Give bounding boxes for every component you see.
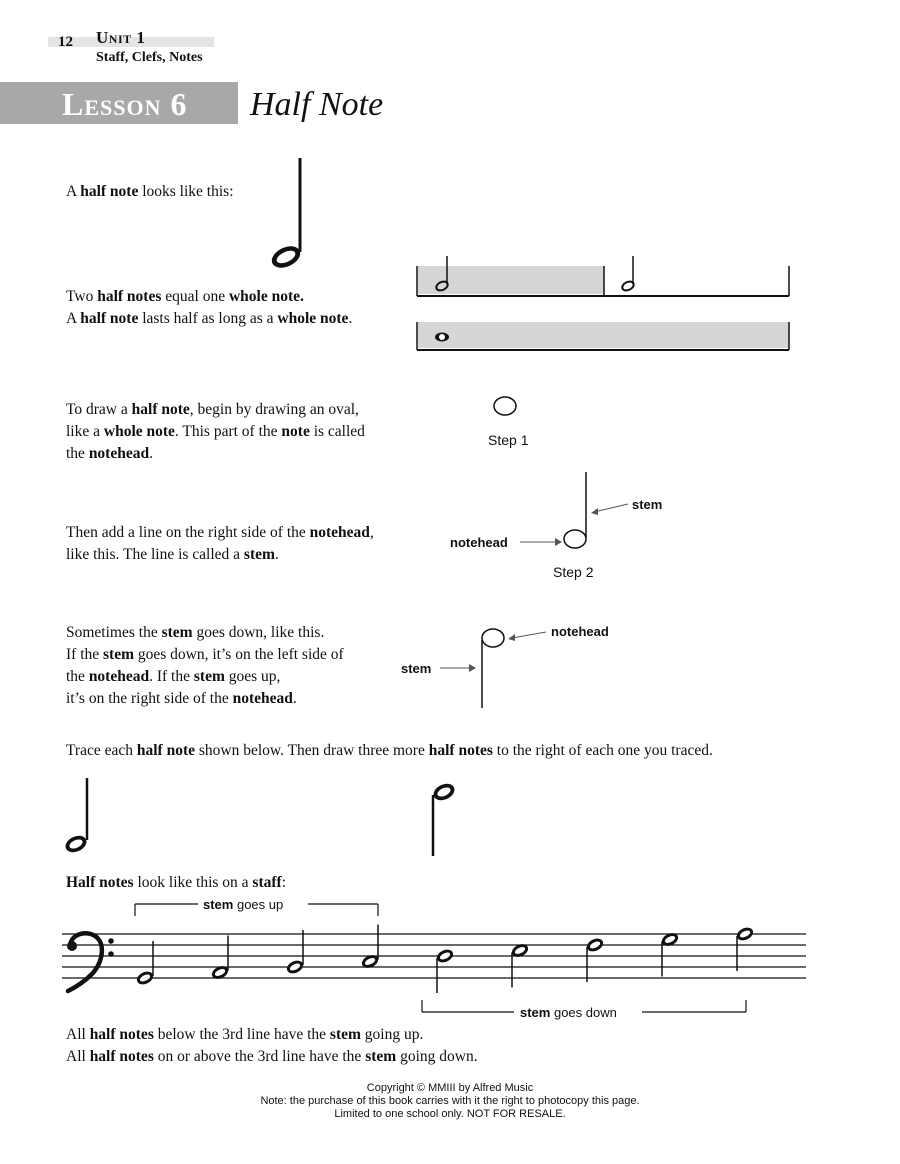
stem-down-text: Sometimes the stem goes down, like this. If the stem goes down, it’s on the left side of the notehead. If the stem goes up, it’s on the right side of the notehead. [66,624,344,707]
stem-rules-text: All half notes below the 3rd line have the stem going up. All half notes on or above the 3rd line have the stem going down. [66,1026,478,1065]
bass-staff [0,890,900,1030]
staff-half-note [660,931,680,977]
stem-arrow-2 [440,664,476,672]
lesson-title: Half Note [250,86,384,123]
stem-up-label: stem goes up [203,897,284,912]
unit-heading [96,28,203,66]
half-note-example [266,155,316,275]
staff-half-note [585,936,605,982]
stem-down-bracket [422,1000,746,1012]
staff-half-note [285,930,305,976]
stem-down-half-note [482,629,504,708]
staff-half-note [735,925,755,971]
equal-text: Two half notes equal one whole note. A half note lasts half as long as a whole note. [66,288,353,327]
staff-half-note [135,941,155,987]
staff-half-note [435,947,455,993]
notehead-arrow-2 [508,632,546,641]
staff-lines [62,934,806,978]
notehead-arrow [520,538,562,546]
staff-intro-text: Half notes look like this on a staff: [66,874,287,891]
trace-note-up [62,776,102,858]
staff-notes [135,925,755,994]
stem-label: stem [632,497,663,512]
copyright-notice: Copyright © MMIII by Alfred Music Note: the purchase of this book carries with it the right to photocopy this page. Limited to one school only. NOT FOR RESALE. [260,1082,640,1120]
stem-down-diagram [438,620,548,710]
lesson-label: Lesson 6 [62,86,188,122]
step1-label: Step 1 [488,432,529,448]
stem-arrow [591,504,628,515]
staff-half-note [510,942,530,988]
staff-half-note [360,925,380,971]
stem-down-label: stem goes down [520,1005,617,1020]
bass-clef-icon [67,933,114,991]
unit-subtitle: Staff, Clefs, Notes [96,50,203,65]
whole-note-measure [417,322,789,350]
stem-label-2: stem [401,661,432,676]
addline-text: Then add a line on the right side of the notehead, like this. The line is called a stem. [66,524,374,563]
intro-text: A half note looks like this: [66,183,234,200]
half-note-2 [621,256,635,292]
unit-label: Unit 1 [96,28,146,47]
step2-label: Step 2 [553,564,594,580]
measure-diagram [415,250,795,355]
step1-notehead [490,393,522,421]
step2-diagram [520,468,630,558]
half-notes-measure [417,256,789,296]
half-note-large [268,158,303,272]
notehead-label: notehead [450,535,508,550]
page-number: 12 [58,34,73,50]
staff-half-note [210,936,230,982]
draw-text: To draw a half note, begin by drawing an oval, like a whole note. This part of the note is called the notehead. [66,401,365,462]
trace-instructions: Trace each half note shown below. Then draw three more half notes to the right of each one you traced. [66,742,713,759]
trace-note-down [428,780,468,860]
notehead-label-2: notehead [551,624,609,639]
stem-up-bracket [135,904,378,916]
whole-note [435,333,449,342]
step2-half-note [564,472,586,548]
